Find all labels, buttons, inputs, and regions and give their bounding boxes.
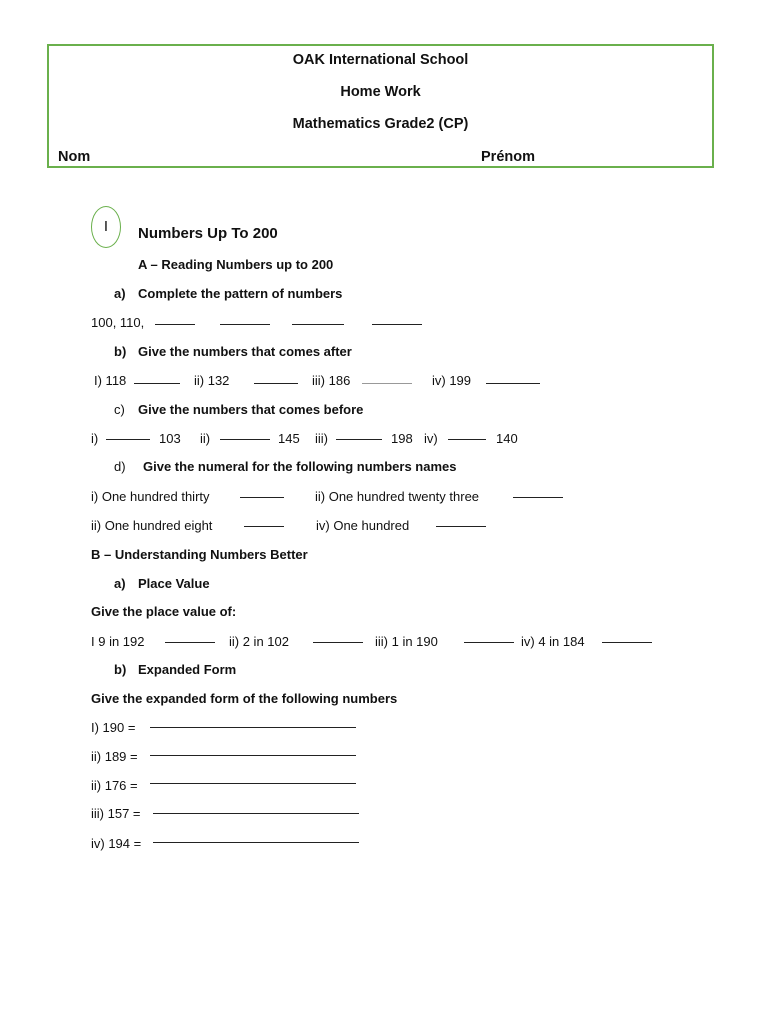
ef-item-5: iv) 194 = — [91, 836, 142, 851]
answer-line[interactable] — [220, 324, 270, 325]
ef-item-4: iii) 157 = — [91, 806, 141, 821]
answer-line[interactable] — [220, 439, 270, 440]
b-item-2: ii) 132 — [194, 373, 230, 388]
answer-line[interactable] — [150, 783, 356, 784]
pv-item-4: iv) 4 in 184 — [521, 634, 585, 649]
ef-item-1: I) 190 = — [91, 720, 136, 735]
d-item-1: i) One hundred thirty — [91, 489, 210, 504]
b-item-4: iv) 199 — [432, 373, 472, 388]
d-item-2: ii) One hundred twenty three — [315, 489, 480, 504]
ef-label: b) — [114, 662, 127, 677]
answer-line[interactable] — [153, 842, 359, 843]
section-title: Numbers Up To 200 — [138, 225, 278, 242]
c-text: Give the numbers that comes before — [138, 402, 364, 417]
answer-line[interactable] — [155, 324, 195, 325]
c-item-2-number: 145 — [278, 431, 300, 446]
ef-text: Expanded Form — [138, 662, 237, 677]
answer-line[interactable] — [244, 526, 284, 527]
answer-line[interactable] — [513, 497, 563, 498]
answer-line[interactable] — [436, 526, 486, 527]
school-name: OAK International School — [292, 52, 469, 68]
pv-label: a) — [114, 576, 126, 591]
d-text: Give the numeral for the following numbers names — [143, 459, 457, 474]
answer-line[interactable] — [292, 324, 344, 325]
c-item-1-label: i) — [91, 431, 99, 446]
part-b-heading: B – Understanding Numbers Better — [91, 547, 308, 562]
part-a-heading: A – Reading Numbers up to 200 — [138, 257, 334, 272]
answer-line[interactable] — [602, 642, 652, 643]
answer-line[interactable] — [313, 642, 363, 643]
answer-line[interactable] — [150, 755, 356, 756]
a-label: a) — [114, 286, 126, 301]
answer-line[interactable] — [486, 383, 540, 384]
c-item-4-number: 140 — [496, 431, 518, 446]
c-item-2-label: ii) — [200, 431, 211, 446]
answer-line[interactable] — [372, 324, 422, 325]
c-item-3-label: iii) — [315, 431, 328, 446]
answer-line[interactable] — [448, 439, 486, 440]
a-pattern: 100, 110, — [91, 315, 145, 330]
ef-item-2: ii) 189 = — [91, 749, 138, 764]
d-item-4: iv) One hundred — [316, 518, 410, 533]
c-label: c) — [114, 402, 125, 417]
answer-line[interactable] — [150, 727, 356, 728]
answer-line[interactable] — [165, 642, 215, 643]
d-item-3: ii) One hundred eight — [91, 518, 213, 533]
b-item-1: I) 118 — [94, 373, 127, 388]
pv-item-1: I 9 in 192 — [91, 634, 145, 649]
ef-item-3: ii) 176 = — [91, 778, 138, 793]
section-number-circle — [91, 206, 121, 248]
b-text: Give the numbers that comes after — [138, 344, 352, 359]
pv-text: Place Value — [138, 576, 210, 591]
c-item-3-number: 198 — [391, 431, 413, 446]
c-item-1-number: 103 — [159, 431, 181, 446]
pv-item-3: iii) 1 in 190 — [375, 634, 438, 649]
b-item-3: iii) 186 — [312, 373, 351, 388]
homework-title: Home Work — [340, 84, 421, 100]
header-box — [47, 44, 714, 168]
answer-line[interactable] — [106, 439, 150, 440]
answer-line[interactable] — [134, 383, 180, 384]
pv-item-2: ii) 2 in 102 — [229, 634, 289, 649]
answer-line[interactable] — [464, 642, 514, 643]
subject-title: Mathematics Grade2 (CP) — [292, 116, 469, 132]
b-label: b) — [114, 344, 127, 359]
c-item-4-label: iv) — [424, 431, 438, 446]
answer-line[interactable] — [362, 383, 412, 384]
ef-instruction: Give the expanded form of the following numbers — [91, 691, 398, 706]
section-number: I — [103, 218, 109, 235]
d-label: d) — [114, 459, 126, 474]
answer-line[interactable] — [336, 439, 382, 440]
nom-label: Nom — [58, 149, 91, 165]
prenom-label: Prénom — [481, 149, 535, 165]
pv-instruction: Give the place value of: — [91, 604, 237, 619]
a-text: Complete the pattern of numbers — [138, 286, 343, 301]
answer-line[interactable] — [153, 813, 359, 814]
answer-line[interactable] — [254, 383, 298, 384]
answer-line[interactable] — [240, 497, 284, 498]
